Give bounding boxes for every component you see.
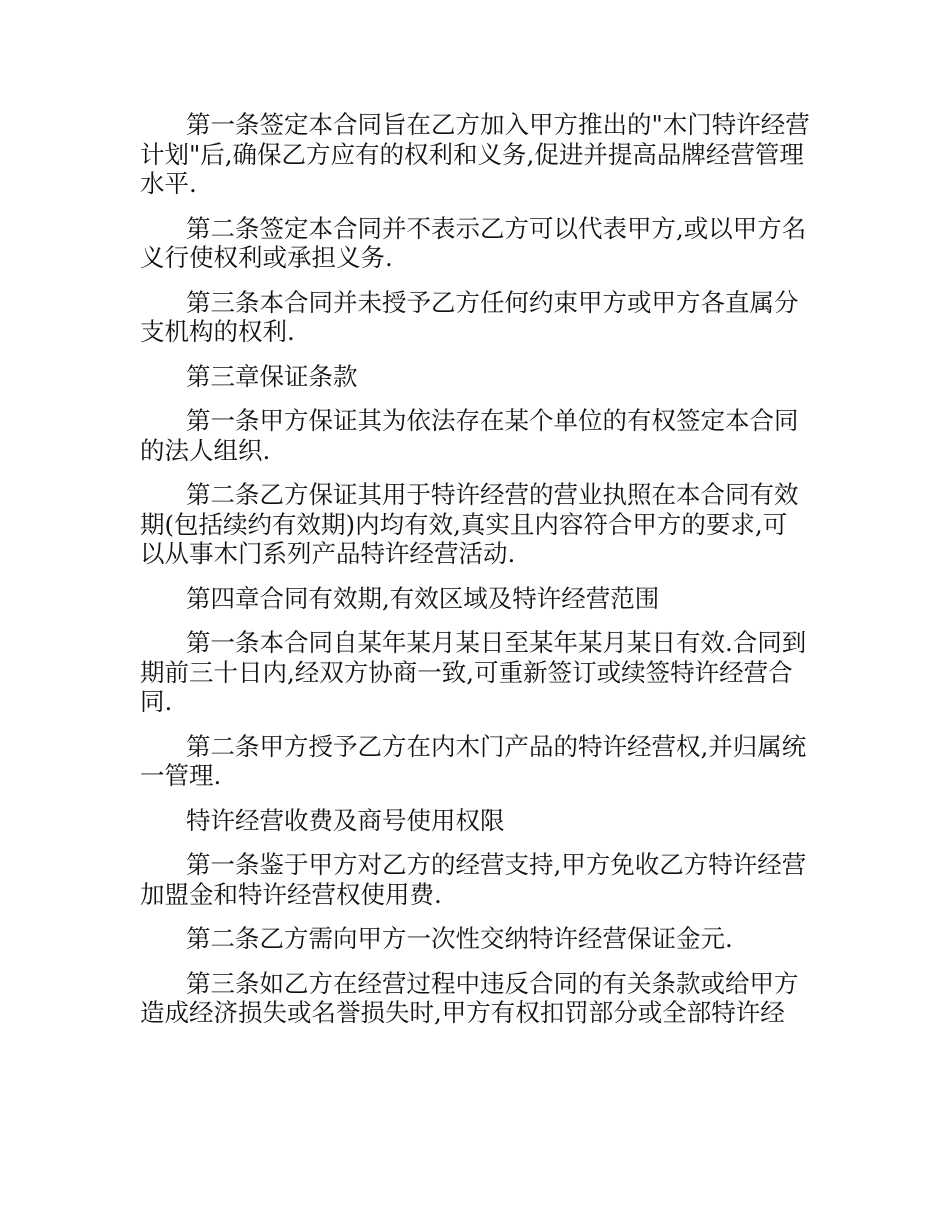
clause-3-no-binding-rights: 第三条本合同并未授予乙方任何约束甲方或甲方各直属分支机构的权利. <box>140 287 799 346</box>
clause-2-no-representation: 第二条签定本合同并不表示乙方可以代表甲方,或以甲方名义行使权利或承担义务. <box>140 213 807 272</box>
chapter-3-heading: 第三章保证条款 <box>186 361 358 391</box>
chapter-4-heading: 第四章合同有效期,有效区域及特许经营范围 <box>186 583 660 613</box>
fees-clause-3: 第三条如乙方在经营过程中违反合同的有关条款或给甲方造成经济损失或名誉损失时,甲方有权扣罚部分或全部特许经 <box>140 968 799 1027</box>
chapter-3-clause-2: 第二条乙方保证其用于特许经营的营业执照在本合同有效期(包括续约有效期)内均有效,真实且内容符合甲方的要求,可以从事木门系列产品特许经营活动. <box>140 480 799 568</box>
chapter-4-clause-2: 第二条甲方授予乙方在内木门产品的特许经营权,并归属统一管理. <box>140 731 807 790</box>
clause-1-purpose: 第一条签定本合同旨在乙方加入甲方推出的"木门特许经营计划"后,确保乙方应有的权利和义务,促进并提高品牌经营管理水平. <box>140 110 810 198</box>
fees-clause-1: 第一条鉴于甲方对乙方的经营支持,甲方免收乙方特许经营加盟金和特许经营权使用费. <box>140 850 807 909</box>
chapter-3-clause-1: 第一条甲方保证其为依法存在某个单位的有权签定本合同的法人组织. <box>140 406 799 465</box>
fees-clause-2: 第二条乙方需向甲方一次性交纳特许经营保证金元. <box>186 924 733 953</box>
chapter-4-clause-1: 第一条本合同自某年某月某日至某年某月某日有效.合同到期前三十日内,经双方协商一致,可重新签订或续签特许经营合同. <box>140 628 807 716</box>
fees-section-heading: 特许经营收费及商号使用权限 <box>186 805 505 835</box>
